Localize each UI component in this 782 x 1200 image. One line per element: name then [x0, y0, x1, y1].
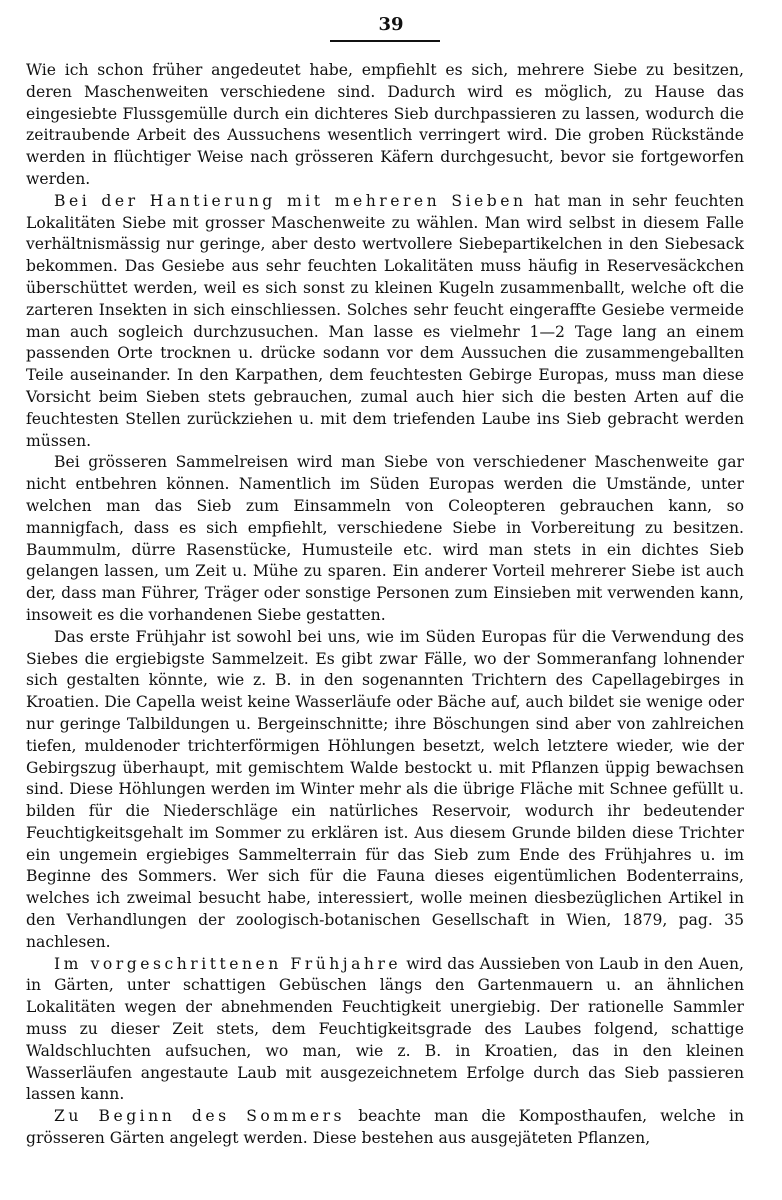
paragraph-advanced-spring [26, 954, 744, 1107]
header-rule [330, 40, 440, 42]
paragraph-text: Bei grösseren Sammelreisen wird man Siebe von verschiedener Maschenweite gar nicht entbehren können. Namentlich im Süden Europas werden die Umstände, unter welchen man das Sieb zum Einsammeln von Coleopteren gebrauchen kann, so mannigfach, dass es sich empfiehlt, verschiedene Siebe in Vorbereitung zu besitzen. Baummulm, dürre Rasenstücke, Humusteile etc. wird man stets in ein dichtes Sieb gelangen lassen, um Zeit u. Mühe zu sparen. Ein anderer Vorteil mehrerer Siebe ist auch der, dass man Führer, Träger oder sonstige Personen zum Einsieben mit verwenden kann, insoweit es die vorhandenen Siebe gestatten. [26, 453, 744, 624]
spaced-lead-phrase: Im vorgeschrittenen Frühjahre [54, 954, 402, 973]
paragraph-text: Wie ich schon früher angedeutet habe, empfiehlt es sich, mehrere Siebe zu besitzen, deren Maschenweiten verschiedene sind. Dadurch wird es möglich, zu Hause das eingesiebte Flussgemülle durch ein dichteres Sieb durchpassieren zu lassen, wodurch die zeitraubende Arbeit des Aussuchens wesentlich verringert wird. Die groben Rückstände werden in flüchtiger Weise nach grösseren Käfern durchgesucht, bevor sie fortgeworfen werden. [26, 61, 744, 188]
paragraph-collecting-trips [26, 452, 744, 626]
paragraph-early-spring [26, 627, 744, 954]
paragraph-text: wird das Aussieben von Laub in den Auen, in Gärten, unter schattigen Gebüschen längs den Gartenmauern u. an ähnlichen Lokalitäten wegen der abnehmenden Feuchtigkeit unergiebig. Der rationelle Sammler muss zu dieser Zeit stets, dem Feuchtigkeitsgrade des Laubes folgend, schattige Waldschluchten aufsuchen, wo man, wie z. B. in Kroatien, das in den kleinen Wasserläufen angestaute Laub mit ausgezeichnetem Erfolge durch das Sieb passieren lassen kann. [26, 954, 744, 1104]
spaced-lead-phrase: Zu Beginn des Sommers [54, 1107, 346, 1126]
body-text [26, 60, 744, 1150]
paragraph-start-of-summer [26, 1106, 744, 1150]
page-number: 39 [378, 14, 404, 35]
paragraph-multiple-sieves [26, 60, 744, 191]
paragraph-text: beachte man die Komposthaufen, welche in grösseren Gärten angelegt werden. Diese bestehen aus ausgejäteten Pflanzen, [26, 1107, 744, 1148]
paragraph-handling-sieves [26, 191, 744, 453]
paragraph-text: Das erste Frühjahr ist sowohl bei uns, wie im Süden Europas für die Verwendung des Siebes die ergiebigste Sammelzeit. Es gibt zwar Fälle, wo der Sommeranfang lohnender sich gestalten könnte, wie z. B. in den sogenannten Trichtern des Capellagebirges in Kroatien. Die Capella weist keine Wasserläufe oder Bäche auf, auch bildet sie wenige oder nur geringe Talbildungen u. Bergeinschnitte; ihre Böschungen sind aber von zahlreichen tiefen, muldenoder trichterförmigen Höhlungen besetzt, welch letztere wieder, wie der Gebirgszug überhaupt, mit gemischtem Walde bestockt u. mit Pflanzen üppig bewachsen sind. Diese Höhlungen werden im Winter mehr als die übrige Fläche mit Schnee gefüllt u. bilden für die Niederschläge ein natürliches Reservoir, wodurch ihr bedeutender Feuchtigkeitsgehalt im Sommer zu erklären ist. Aus diesem Grunde bilden diese Trichter ein ungemein ergiebiges Sammelterrain für das Sieb zum Ende des Frühjahres u. im Beginne des Sommers. Wer sich für die Fauna dieses eigentümlichen Bodenterrains, welches ich zweimal besucht habe, interessiert, wolle meinen diesbezüglichen Artikel in den Verhandlungen der zoologisch-botanischen Gesellschaft in Wien, 1879, pag. 35 nachlesen. [26, 627, 744, 951]
paragraph-text: hat man in sehr feuchten Lokalitäten Siebe mit grosser Maschenweite zu wählen. Man wird selbst in diesem Falle verhältnismässig nur geringe, aber desto wertvollere Siebepartikelchen in den Siebesack bekommen. Das Gesiebe aus sehr feuchten Lokalitäten muss häufig in Reservesäckchen überschüttet werden, weil es sich sonst zu kleinen Kugeln zusammenballt, welche oft die zarteren Insekten in sich einschliessen. Solches sehr feucht eingeraffte Gesiebe vermeide man auch sogleich durchzusuchen. Man lasse es vielmehr 1—2 Tage lang an einem passenden Orte trocknen u. drücke sodann vor dem Aussuchen die zusammengeballten Teile auseinander. In den Karpathen, dem feuchtesten Gebirge Europas, muss man diese Vorsicht beim Sieben stets gebrauchen, zumal auch hier sich die besten Arten auf die feuchtesten Stellen zurückziehen u. mit dem triefenden Laube ins Sieb gebracht werden müssen. [26, 191, 744, 450]
spaced-lead-phrase: Bei der Hantierung mit mehreren Sieben [54, 191, 527, 210]
